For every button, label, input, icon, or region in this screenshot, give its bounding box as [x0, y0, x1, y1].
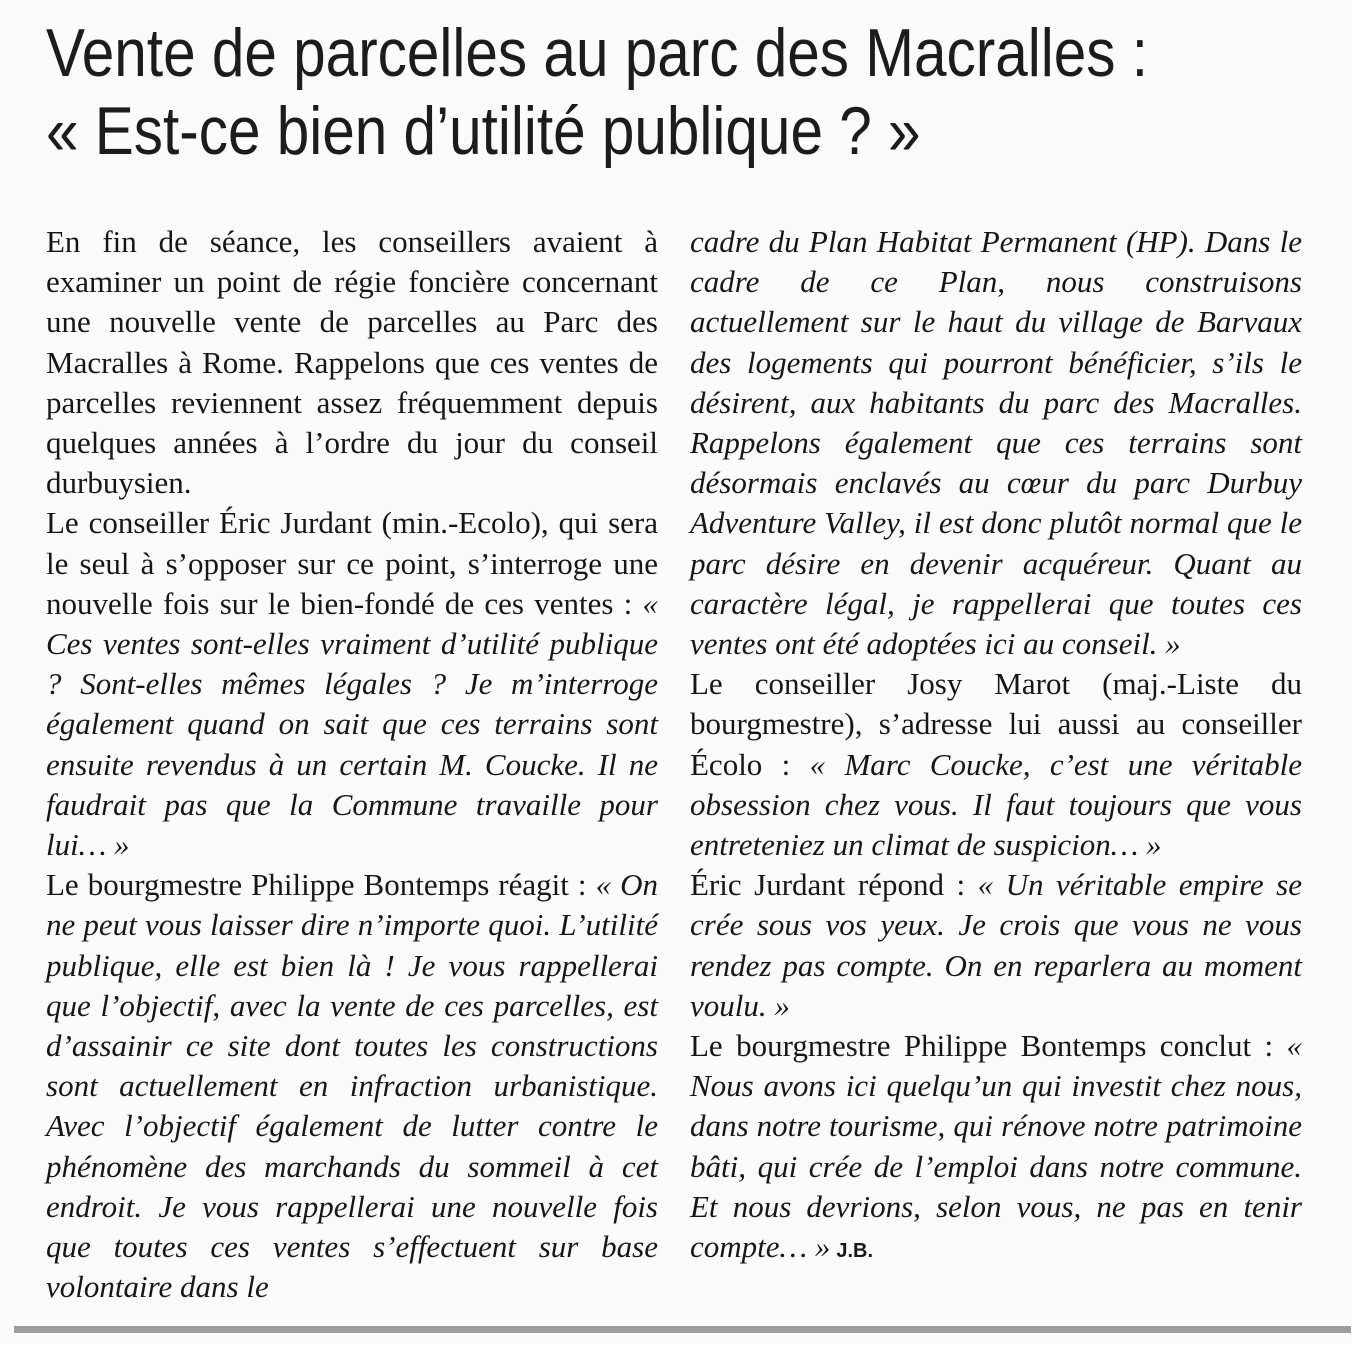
headline-line-2: « Est-ce bien d’utilité publique ? » — [46, 93, 921, 169]
quote-jurdant-reply: « Un véritable empire se crée sous vos yeux. Je crois que vous ne vous rendez pas compte. On en reparlera au moment voulu. » — [690, 867, 1302, 1023]
quote-marot: « Marc Coucke, c’est une véritable obsession chez vous. Il faut toujours que vous entreteniez un climat de suspicion… » — [690, 746, 1302, 863]
bottom-rule — [14, 1326, 1351, 1333]
paragraph-bontemps-text: Le bourgmestre Philippe Bontemps réagit : — [46, 867, 596, 903]
headline-line-1: Vente de parcelles au parc des Macralles : — [46, 15, 1148, 91]
author-signature: J.B. — [836, 1240, 874, 1263]
article-headline — [46, 14, 1155, 170]
paragraph-jurdant-text: Le conseiller Éric Jurdant (min.-Ecolo), qui sera le seul à s’opposer sur ce point, s’interroge une nouvelle fois sur le bien-fondé de ces ventes : — [46, 505, 658, 621]
quote-conclusion: « Nous avons ici quelqu’un qui investit chez nous, dans notre tourisme, qui rénove notre patrimoine bâti, qui crée de l’emploi dans notre commune. Et nous devrions, selon vous, ne pas en tenir compte… » — [690, 1028, 1302, 1265]
paragraph-jurdant-reply-text: Éric Jurdant répond : — [690, 867, 978, 903]
paragraph-marot-text: Le conseiller Josy Marot (maj.-Liste du bourgmestre), s’adresse lui aussi au conseiller Écolo : — [690, 666, 1302, 782]
quote-bontemps-part-1: « On ne peut vous laisser dire n’importe quoi. L’utilité publique, elle est bien là ! Je vous rappellerai que l’objectif, avec la vente de ces parcelles, est d’assainir ce site dont toutes les constructions sont actuellement en infraction urbanistique. Avec l’objectif également de lutter contre le phénomène des marchands du sommeil à cet endroit. Je vous rappellerai une nouvelle fois que toutes ces ventes s’effectuent sur base volontaire dans le — [46, 867, 658, 1305]
paragraph-conclusion — [690, 1026, 1302, 1271]
paragraph-marot — [690, 664, 1302, 865]
article-column-right — [690, 222, 1302, 1271]
article-column-left — [46, 222, 658, 1307]
paragraph-jurdant-reply — [690, 865, 1302, 1026]
paragraph-jurdant — [46, 503, 658, 865]
quote-bontemps-part-2: cadre du Plan Habitat Permanent (HP). Dans le cadre de ce Plan, nous construisons actuellement sur le haut du village de Barvaux des logements qui pourront bénéficier, s’ils le désirent, aux habitants du parc des Macralles. Rappelons également que ces terrains sont désormais enclavés au cœur du parc Durbuy Adventure Valley, il est donc plutôt normal que le parc désire en devenir acquéreur. Quant au caractère légal, je rappellerai que toutes ces ventes ont été adoptées ici au conseil. » — [690, 224, 1302, 662]
paragraph-intro: En fin de séance, les conseillers avaient à examiner un point de régie foncière concernant une nouvelle vente de parcelles au Parc des Macralles à Rome. Rappelons que ces ventes de parcelles reviennent assez fréquemment depuis quelques années à l’ordre du jour du conseil durbuysien. — [46, 224, 658, 501]
quote-jurdant: « Ces ventes sont-elles vraiment d’utilité publique ? Sont-elles mêmes légales ? Je m’interroge également quand on sait que ces terrains sont ensuite revendus à un certain M. Coucke. Il ne faudrait pas que la Commune travaille pour lui… » — [46, 585, 658, 863]
paragraph-conclusion-text: Le bourgmestre Philippe Bontemps conclut : — [690, 1028, 1287, 1064]
paragraph-bontemps — [46, 865, 658, 1307]
